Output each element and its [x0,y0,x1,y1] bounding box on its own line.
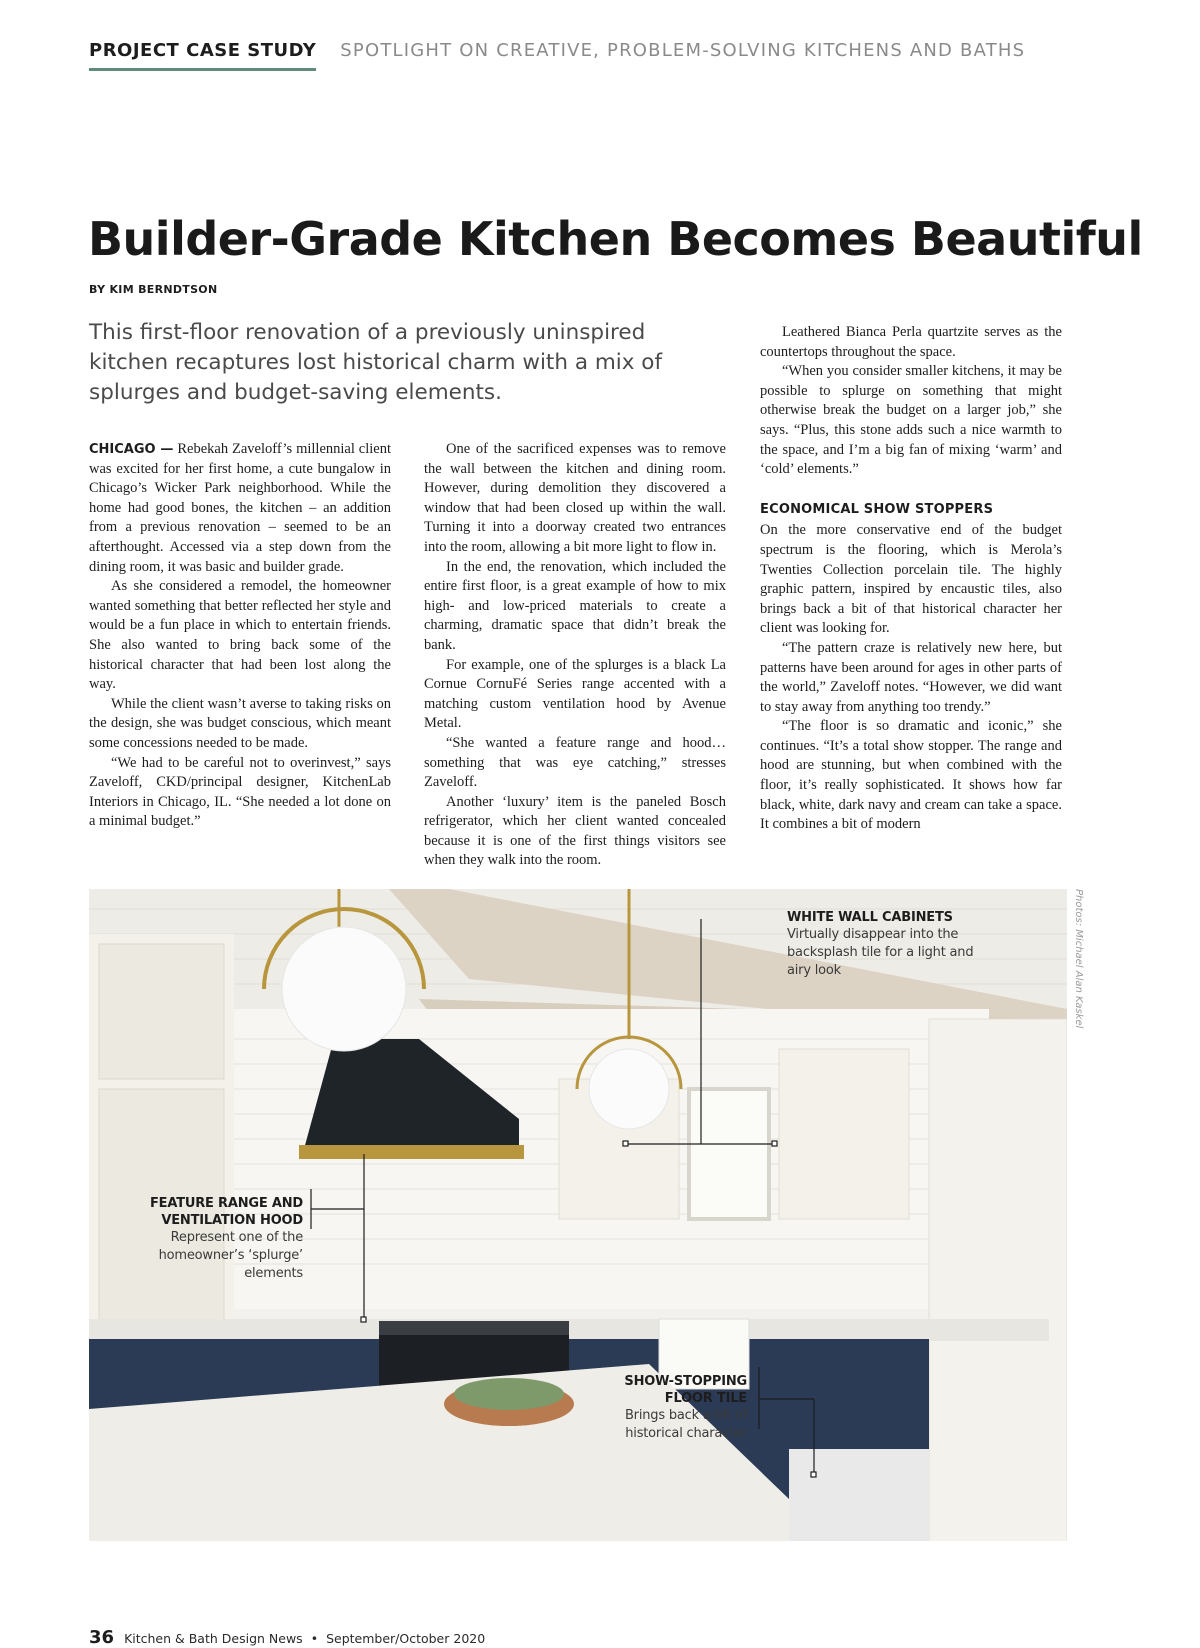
article-headline: Builder-Grade Kitchen Becomes Beautiful [88,212,1143,266]
callout-title: WHITE WALL CABINETS [787,910,953,925]
paragraph: One of the sacrificed expenses was to remove the wall between the kitchen and dining room. However, during demolition they discovered a window that had been closed up within the wall. Turning it into a doorway created two entrances into the room, allowing a bit more light to flow in. [424,441,726,555]
photo-credit: Photos: Michael Alan Kaskel [1073,889,1084,1029]
article-column-2 [424,440,726,871]
subheading: ECONOMICAL SHOW STOPPERS [760,501,994,517]
dateline: CHICAGO — [89,442,174,457]
paragraph: “When you consider smaller kitchens, it may be possible to splurge on something that might otherwise break the budget on a larger job,” she says. “Plus, this stone adds such a nice warmth to the space, and I’m a big fan of mixing ‘warm’ and ‘cold’ elements.” [760,363,1062,478]
article-deck: This first-floor renovation of a previously uninspired kitchen recaptures lost historical charm with a mix of splurges and budget-saving elements. [89,320,663,405]
section-description: SPOTLIGHT ON CREATIVE, PROBLEM-SOLVING KITCHENS AND BATHS [340,40,1026,61]
paragraph [89,440,391,577]
callout-title: SHOW-STOPPING FLOOR TILE [624,1374,747,1406]
kitchen-photo [89,889,1067,1541]
callout-description: Virtually disappear into the backsplash tile for a light and airy look [787,927,974,978]
page-footer [89,1627,485,1648]
paragraph: “We had to be careful not to overinvest,” says Zaveloff, CKD/principal designer, KitchenLab Interiors in Chicago, IL. “She needed a lot done on a minimal budget.” [89,754,391,830]
callout-floor-tile [589,1373,747,1443]
paragraph: Leathered Bianca Perla quartzite serves as the countertops throughout the space. [760,324,1062,360]
callout-white-wall-cabinets [787,909,977,980]
paragraph: Another ‘luxury’ item is the paneled Bosch refrigerator, which her client wanted concealed because it is one of the first things visitors see when they walk into the room. [424,793,726,869]
paragraph: For example, one of the splurges is a black La Cornue CornuFé Series range accented with a matching custom ventilation hood by Avenue Metal. [424,656,726,732]
paragraph: On the more conservative end of the budget spectrum is the flooring, which is Merola’s Twenties Collection porcelain tile. The highly graphic pattern, inspired by encaustic tiles, also brings back a bit of that historical character her client was looking for. [760,522,1062,637]
publication-name: Kitchen & Bath Design News [124,1631,303,1646]
article-column-3 [760,323,1062,835]
article-column-1 [89,440,391,832]
page-number: 36 [89,1627,115,1648]
paragraph: “The floor is so dramatic and iconic,” she continues. “It’s a total show stopper. The range and hood are stunning, but when combined with the floor, it’s really sophisticated. It shows how far black, white, dark navy and cream can take a space. It combines a bit of modern [760,718,1062,833]
paragraph: “She wanted a feature range and hood…something that was eye catching,” stresses Zaveloff. [424,734,726,791]
paragraph-text: Rebekah Zaveloff’s millennial client was excited for her first home, a cute bungalow in Chicago’s Wicker Park neighborhood. While the home had good bones, the kitchen – an addition from a previous renovation – seemed to be an afterthought. Accessed via a step down from the dining room, it was basic and builder grade. [89,441,392,575]
paragraph: In the end, the renovation, which included the entire first floor, is a great example of how to mix high- and low-priced materials to create a charming, dramatic space that didn’t break the bank. [424,558,726,653]
issue-date: September/October 2020 [326,1631,486,1646]
footer-separator: • [310,1631,319,1646]
callout-feature-range [117,1195,303,1283]
callout-description: Represent one of the homeowner’s ‘splurge’ elements [158,1230,303,1281]
paragraph: While the client wasn’t averse to taking risks on the design, she was budget conscious, which meant some concessions needed to be made. [89,695,391,751]
section-label: PROJECT CASE STUDY [89,40,316,71]
byline: BY KIM BERNDTSON [89,283,218,296]
callout-title: FEATURE RANGE AND VENTILATION HOOD [149,1196,303,1228]
section-header [89,40,1025,72]
paragraph: “The pattern craze is relatively new here, but patterns have been around for ages in other parts of the world,” Zaveloff notes. “However, we did want to stay away from anything too trendy.” [760,639,1062,715]
callout-description: Brings back a bit of historical character [624,1408,747,1441]
paragraph: As she considered a remodel, the homeowner wanted something that better reflected her style and would be a fun place in which to entertain friends. She also wanted to bring back some of the historical character that had been lost along the way. [89,578,391,693]
